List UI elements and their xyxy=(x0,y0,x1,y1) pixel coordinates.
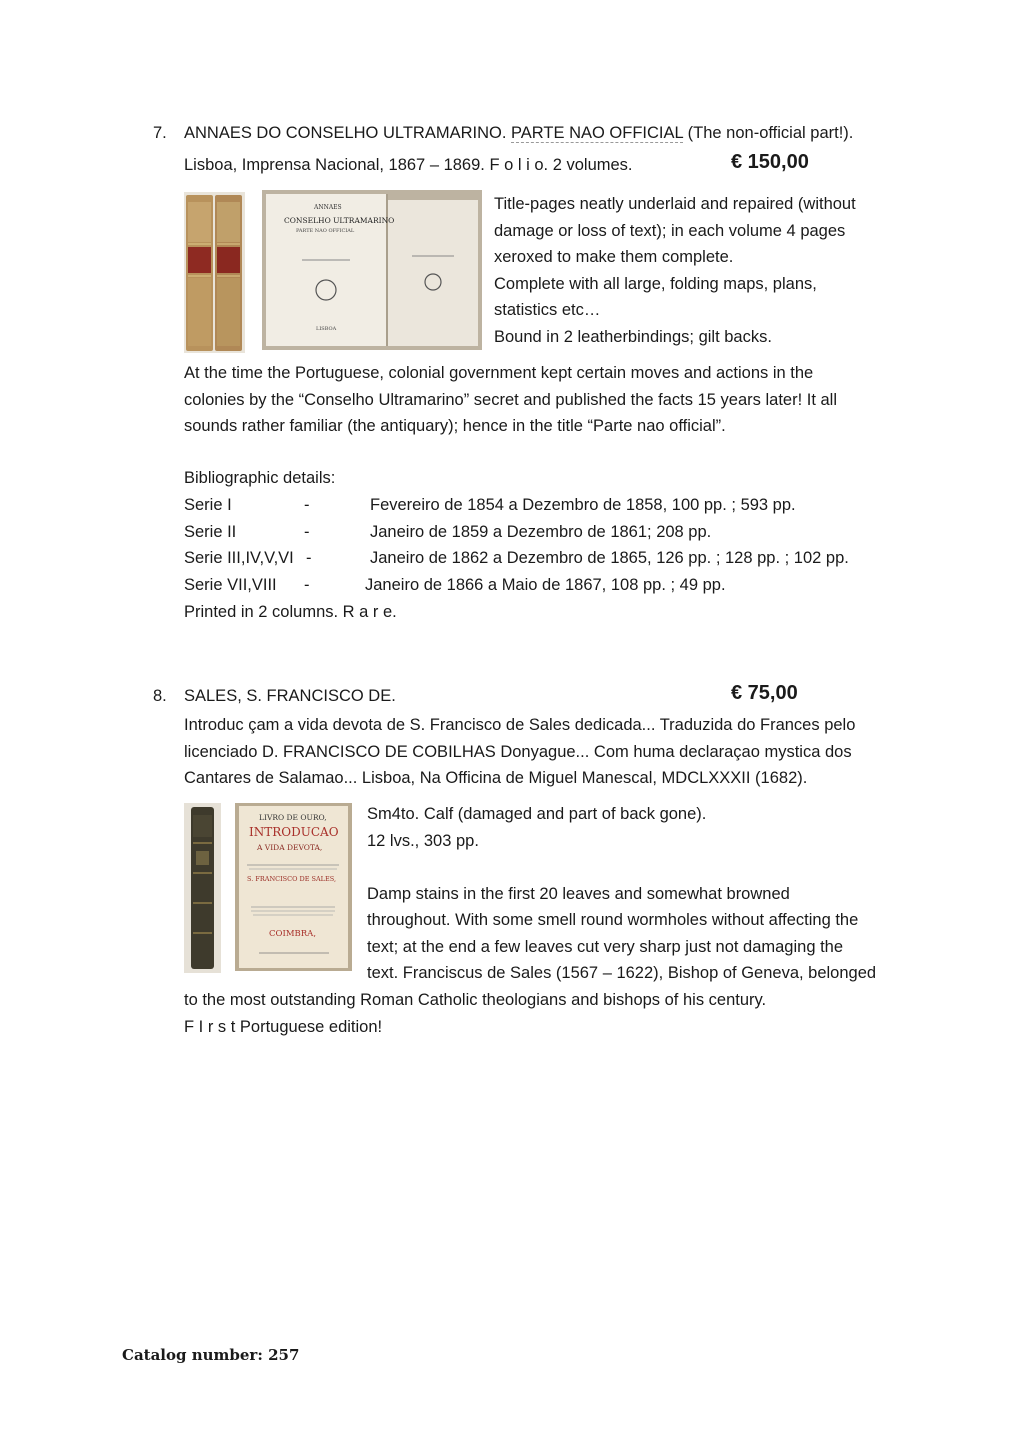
entry-7-title-tail: (The non-official part!). xyxy=(687,124,854,142)
entry-8-side-line: Sm4to. Calf (damaged and part of back gone). xyxy=(367,805,707,823)
titlepage-left-place: LISBOA xyxy=(316,326,337,332)
entry-7-side-description xyxy=(494,191,856,350)
entry-8-side-line: Damp stains in the first 20 leaves and somewhat browned xyxy=(367,884,790,903)
series-name: Serie VII,VIII xyxy=(184,576,277,594)
spines-illustration xyxy=(184,192,245,353)
titlepage-8-line2: INTRODUCAO xyxy=(249,825,339,839)
entry-7-title xyxy=(184,120,853,147)
titlepage-left-title1: ANNAES xyxy=(314,204,342,211)
series-detail: Janeiro de 1859 a Dezembro de 1861; 208 pp. xyxy=(370,523,712,541)
entry-7-price: € 150,00 xyxy=(731,151,809,173)
entry-7-side-line: damage or loss of text); in each volume 4 pages xyxy=(494,221,846,240)
entry-7-number: 7. xyxy=(153,124,167,142)
entry-7-para-line: At the time the Portuguese, colonial government kept certain moves and actions in the xyxy=(184,364,814,382)
titlepage-left-title3: PARTE NAO OFFICIAL xyxy=(296,228,355,234)
titlepage-8-line3: A VIDA DEVOTA, xyxy=(257,843,323,852)
series-name: Serie III,IV,V,VI xyxy=(184,549,294,567)
entry-8-side-line: text; at the end a few leaves cut very sharp just not damaging the xyxy=(367,937,844,956)
entry-7-closing: Printed in 2 columns. R a r e. xyxy=(184,603,397,621)
titlepage-8-line4: S. FRANCISCO DE SALES, xyxy=(247,875,337,883)
entry-8-title: SALES, S. FRANCISCO DE. xyxy=(184,687,396,705)
series-dash: - xyxy=(304,576,310,594)
entry-7-side-line: Title-pages neatly underlaid and repaired (without xyxy=(494,195,856,213)
series-dash: - xyxy=(306,549,312,567)
entry-8-side-description xyxy=(367,801,876,987)
titlepage-left-title2: CONSELHO ULTRAMARINO xyxy=(284,216,395,225)
series-detail: Janeiro de 1862 a Dezembro de 1865, 126 pp. ; 128 pp. ; 102 pp. xyxy=(370,549,849,567)
entry-8-spine-photo xyxy=(184,803,221,973)
entry-8-side-line xyxy=(367,854,876,881)
entry-7-paragraph xyxy=(184,360,837,440)
entry-8-wrap-line: F I r s t Portuguese edition! xyxy=(184,1017,383,1036)
entry-8-wrap-paragraph xyxy=(184,987,766,1040)
entry-7-biblio-heading: Bibliographic details: xyxy=(184,469,336,487)
entry-8-description xyxy=(184,712,855,792)
catalog-number-footer: Catalog number: 257 xyxy=(122,1346,300,1364)
entry-7-title-main: ANNAES DO CONSELHO ULTRAMARINO. xyxy=(184,124,507,142)
titlepages-illustration xyxy=(262,190,482,350)
entry-8-wrap-line: to the most outstanding Roman Catholic theologians and bishops of his century. xyxy=(184,991,767,1009)
entry-7-imprint: Lisboa, Imprensa Nacional, 1867 – 1869. F o l i o. 2 volumes. xyxy=(184,156,633,174)
series-dash: - xyxy=(304,523,310,541)
series-name: Serie I xyxy=(184,496,232,514)
entry-8-desc-line: Cantares de Salamao... Lisboa, Na Officina de Miguel Manescal, MDCLXXXII (1682). xyxy=(184,769,808,787)
entry-7-side-line: xeroxed to make them complete. xyxy=(494,248,734,266)
entry-7-side-line: Bound in 2 leatherbindings; gilt backs. xyxy=(494,327,772,346)
entry-8-price: € 75,00 xyxy=(731,682,798,704)
entry-8-side-line: throughout. With some smell round wormholes without affecting the xyxy=(367,911,859,929)
entry-7-titlepages-photo xyxy=(262,190,482,350)
series-detail: Fevereiro de 1854 a Dezembro de 1858, 100 pp. ; 593 pp. xyxy=(370,496,796,514)
entry-7-para-line: colonies by the “Conselho Ultramarino” secret and published the facts 15 years later! It all xyxy=(184,390,837,409)
entry-7-side-line: Complete with all large, folding maps, plans, xyxy=(494,274,817,293)
entry-7-spines-photo xyxy=(184,192,245,353)
entry-7-title-underlined: PARTE NAO OFFICIAL xyxy=(511,124,684,142)
entry-8-number: 8. xyxy=(153,687,167,705)
series-name: Serie II xyxy=(184,523,237,541)
entry-8-desc-line: licenciado D. FRANCISCO DE COBILHAS Donyague... Com huma declaraçao mystica dos xyxy=(184,742,852,761)
spine-illustration xyxy=(184,803,221,973)
titlepage-8-line1: LIVRO DE OURO, xyxy=(259,813,327,822)
entry-8-side-line: 12 lvs., 303 pp. xyxy=(367,831,479,850)
entry-8-desc-line: Introduc çam a vida devota de S. Francisco de Sales dedicada... Traduzida do Frances pelo xyxy=(184,716,856,734)
entry-8-side-line: text. Franciscus de Sales (1567 – 1622), Bishop of Geneva, belonged xyxy=(367,964,877,982)
entry-7-side-line: statistics etc… xyxy=(494,301,601,319)
entry-8-titlepage-photo xyxy=(235,803,352,971)
titlepage-8-line5: COIMBRA, xyxy=(269,929,317,939)
series-detail: Janeiro de 1866 a Maio de 1867, 108 pp. ; 49 pp. xyxy=(365,576,726,594)
series-dash: - xyxy=(304,496,310,514)
entry-7-para-line: sounds rather familiar (the antiquary); hence in the title “Parte nao official”. xyxy=(184,417,726,435)
